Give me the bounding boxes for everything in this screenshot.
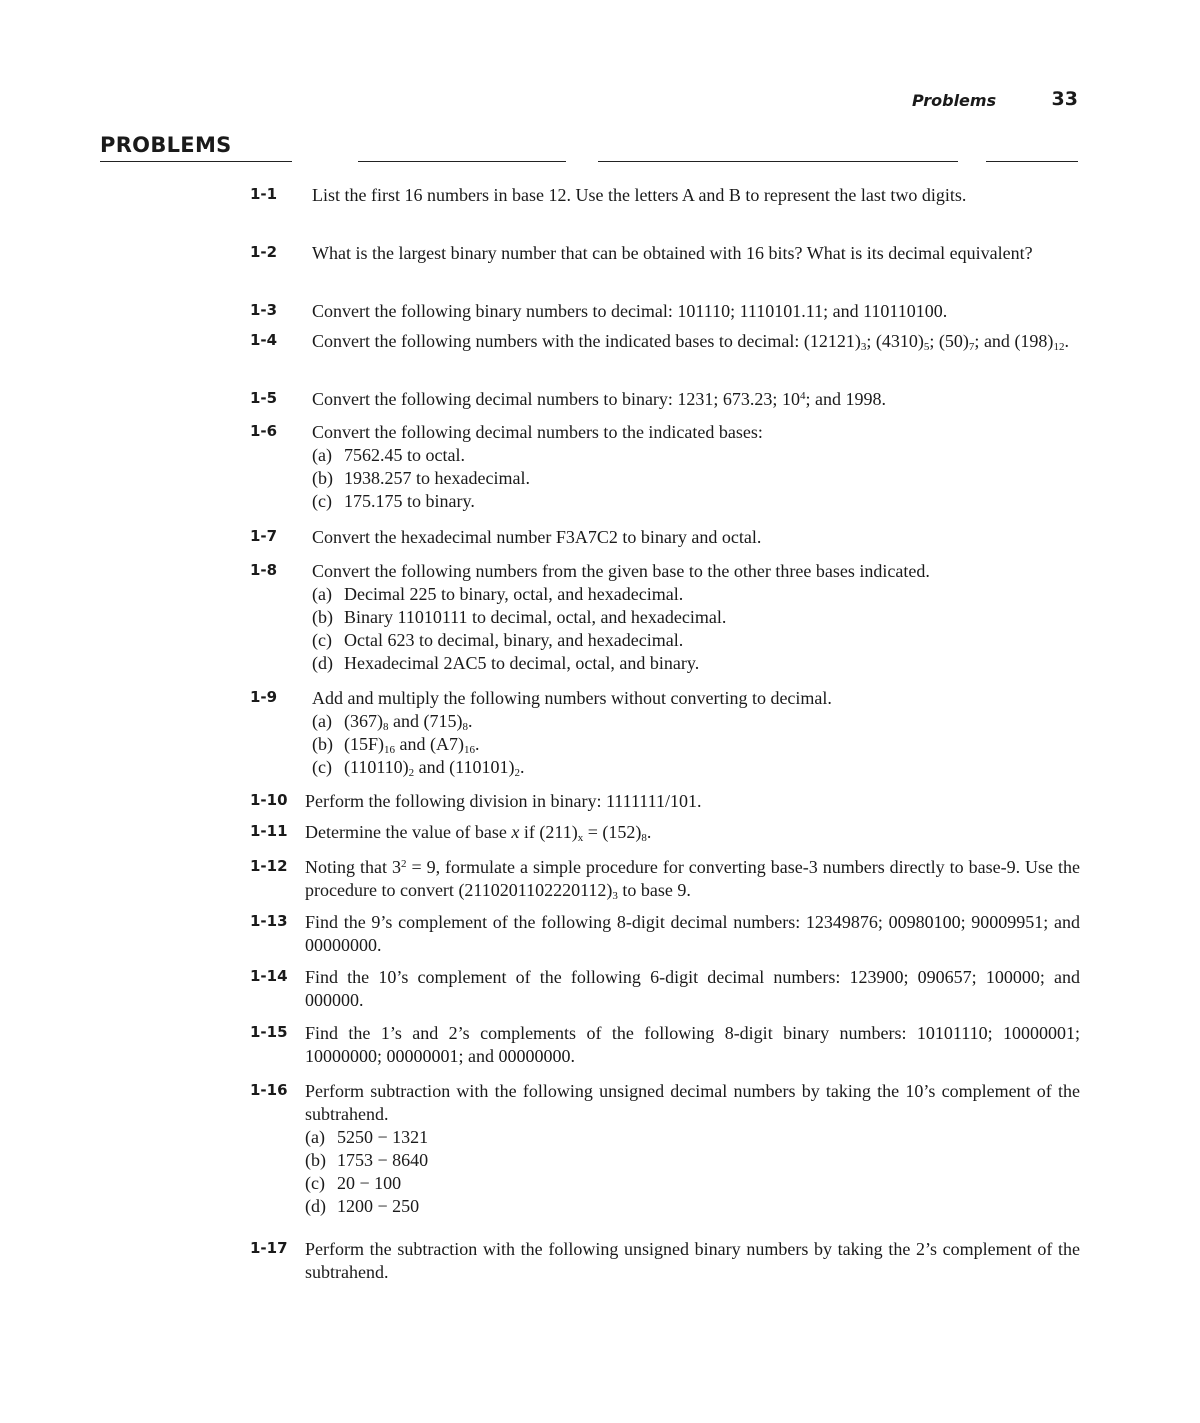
problem-1-8 [250,560,1080,675]
problem-number: 1-1 [250,185,278,203]
problem-text: Convert the following numbers with the indicated bases to decimal: $(12121)_3$; $(4310)_5$; $(50)_7$; and $(198)_{12}$. [312,331,1069,353]
problem-text: Find the 10’s complement of the following 6-digit decimal numbers: 123900; 090657; 100000; and 000000. [305,967,1080,1010]
problem-part [312,467,1080,490]
problem-part: (a) $(367)_8$ and $(715)_8$. [312,711,473,733]
base-subscript: 5 [923,341,930,353]
math-value: (A7) [430,734,464,754]
problem-text-tail: to base 9. [622,880,691,900]
math-variable: x [511,822,520,842]
header-rule [100,161,292,162]
problem-part [305,1149,1080,1172]
problem-text: What is the largest binary number that can be obtained with 16 bits? What is its decimal equivalent? [312,243,1033,263]
base-subscript: 2 [408,767,415,779]
base-subscript: 8 [383,721,389,733]
problem-text: List the first 16 numbers in base 12. Use the letters A and B to represent the last two digits. [312,185,967,205]
base-subscript: 8 [462,721,468,733]
problem-text: Convert the following numbers from the given base to the other three bases indicated. [312,561,930,581]
part-label: (c) [312,757,332,777]
problem-part [312,629,1080,652]
problem-part [312,583,1080,606]
problem-1-6 [250,421,1080,513]
problem-part [312,444,1080,467]
math-value: 3 [391,857,401,877]
base-subscript: 3 [860,341,867,353]
problem-part [305,1172,1080,1195]
problem-1-3 [250,300,1080,323]
base-subscript: 2 [514,767,520,779]
base-subscript: 7 [968,341,975,353]
problem-text: Convert the following decimal numbers to the indicated bases: [312,422,763,442]
conjunction: if [523,822,535,842]
problem-1-9 [250,687,1080,779]
part-text: 5250 − 1321 [337,1127,429,1147]
header-rule [598,161,958,162]
part-label: (d) [312,653,333,673]
problem-part [312,490,1080,513]
problem-1-2 [250,242,1080,265]
problem-1-4 [250,330,1080,353]
problem-text-lead: Convert the following numbers with the indicated bases to decimal: [312,331,800,351]
problem-text: Add and multiply the following numbers without converting to decimal. [312,688,832,708]
math-value: (4310) [875,331,924,351]
problem-part: (b) $(15F)_{16}$ and $(A7)_{16}$. [312,734,480,756]
problem-1-16 [250,1080,1080,1218]
problem-text: Determine the value of base x if $(211)_x = (152)_8$. [305,822,652,844]
math-value: (198) [1014,331,1054,351]
part-text: 1753 − 8640 [337,1150,429,1170]
problem-text-lead: Determine the value of base [305,822,507,842]
problem-number: 1-3 [250,301,278,319]
exponent: 4 [799,390,806,402]
part-label: (a) [305,1127,325,1147]
problem-text: Perform the subtraction with the following unsigned binary numbers by taking the 2’s complement of the subtrahend. [305,1239,1080,1282]
problem-text [305,856,1080,902]
problem-1-11 [250,821,1080,844]
problem-text-lead: Convert the following decimal numbers to binary: 1231; 673.23; [312,389,778,409]
problem-text: Convert the following binary numbers to decimal: 101110; 1110101.11; and 110110100. [312,301,948,321]
conjunction: and [983,331,1010,351]
part-label: (c) [305,1173,325,1193]
problem-number: 1-15 [250,1023,288,1041]
part-label: (a) [312,445,332,465]
problem-number: 1-13 [250,912,288,930]
header-rule [986,161,1078,162]
base-subscript: 16 [464,744,475,756]
problem-part [312,606,1080,629]
math-value: (50) [938,331,969,351]
part-text: 20 − 100 [337,1173,402,1193]
part-text: Hexadecimal 2AC5 to decimal, octal, and binary. [344,653,700,673]
part-label: (c) [312,630,332,650]
problem-number: 1-8 [250,561,278,579]
problem-number: 1-17 [250,1239,288,1257]
problem-text: Convert the following decimal numbers to binary: 1231; 673.23; $10^4$; and 1998. [312,389,886,409]
part-label: (a) [312,711,332,731]
problem-text: Convert the hexadecimal number F3A7C2 to binary and octal. [312,527,762,547]
conjunction: and [399,734,426,754]
problem-1-13 [250,911,1080,957]
problem-1-10 [250,790,1080,813]
problem-number: 1-4 [250,331,278,349]
problem-parts [312,444,1080,513]
part-label: (d) [305,1196,326,1216]
problem-1-7 [250,526,1080,549]
math-value: (211) [539,822,578,842]
problem-1-15 [250,1022,1080,1068]
problem-number: 1-9 [250,688,278,706]
math-value: (715) [423,711,463,731]
exponent: 2 [400,858,407,870]
problem-part [305,1195,1080,1218]
math-value: (152) [602,822,642,842]
problem-parts [312,710,1080,779]
problem-1-5 [250,388,1080,411]
part-label: (c) [312,491,332,511]
problem-number: 1-10 [250,791,288,809]
part-label: (b) [305,1150,326,1170]
part-text: Binary 11010111 to decimal, octal, and hexadecimal. [344,607,727,627]
base-subscript: 3 [612,890,618,902]
math-value: (15F) [344,734,384,754]
problem-number: 1-2 [250,243,278,261]
page-number: 33 [1051,88,1078,110]
problem-text-tail: and 1998. [814,389,886,409]
problem-number: 1-5 [250,389,278,407]
part-text: Decimal 225 to binary, octal, and hexadecimal. [344,584,684,604]
math-value: (12121) [803,331,861,351]
base-subscript: 12 [1053,341,1065,353]
math-value: (367) [344,711,383,731]
math-value: (2110201102220112) [458,880,613,900]
problem-1-1 [250,184,1080,207]
conjunction: and [393,711,419,731]
math-value: (110110) [344,757,409,777]
conjunction: and [418,757,445,777]
problem-parts [305,1126,1080,1218]
problem-text: Find the 1’s and 2’s complements of the following 8-digit binary numbers: 10101110; 10000001; 10000000; 00000001; and 00000000. [305,1023,1080,1066]
problem-1-17 [250,1238,1080,1284]
problem-number: 1-7 [250,527,278,545]
problem-number: 1-14 [250,967,288,985]
problem-text-body: = 9, formulate a simple procedure for converting base-3 numbers directly to base-9. Use the procedure to convert [305,857,1081,900]
part-label: (b) [312,607,333,627]
problem-number: 1-12 [250,857,288,875]
math-value: (110101) [449,757,515,777]
part-text: 1938.257 to hexadecimal. [344,468,530,488]
problem-text: Find the 9’s complement of the following 8-digit decimal numbers: 12349876; 00980100; 90009951; and 00000000. [305,912,1080,955]
problem-part: (c) $(110110)_2$ and $(110101)_2$. [312,757,525,779]
section-title: PROBLEMS [100,133,232,157]
problem-number: 1-16 [250,1081,288,1099]
problem-1-14 [250,966,1080,1012]
problem-parts [312,583,1080,675]
problem-1-12 [250,856,1080,902]
problem-text: Perform the following division in binary: 1111111/101. [305,791,702,811]
part-text: Octal 623 to decimal, binary, and hexadecimal. [344,630,684,650]
base-subscript: 16 [384,744,395,756]
problem-number: 1-11 [250,822,288,840]
problem-part [305,1126,1080,1149]
running-title: Problems [912,91,997,110]
equals-sign: = [587,822,598,842]
problem-text-lead: Noting that [305,857,387,877]
part-text: 175.175 to binary. [344,491,475,511]
problem-number: 1-6 [250,422,278,440]
part-text: 7562.45 to octal. [344,445,465,465]
base-subscript: x [577,832,584,844]
part-label: (a) [312,584,332,604]
part-label: (b) [312,468,333,488]
math-value: 10 [781,389,800,409]
header-rule [358,161,566,162]
problem-part [312,652,1080,675]
problem-text: Perform subtraction with the following unsigned decimal numbers by taking the 10’s complement of the subtrahend. [305,1081,1080,1124]
part-label: (b) [312,734,333,754]
part-text: 1200 − 250 [337,1196,420,1216]
base-subscript: 8 [641,832,647,844]
running-head [900,88,1080,112]
